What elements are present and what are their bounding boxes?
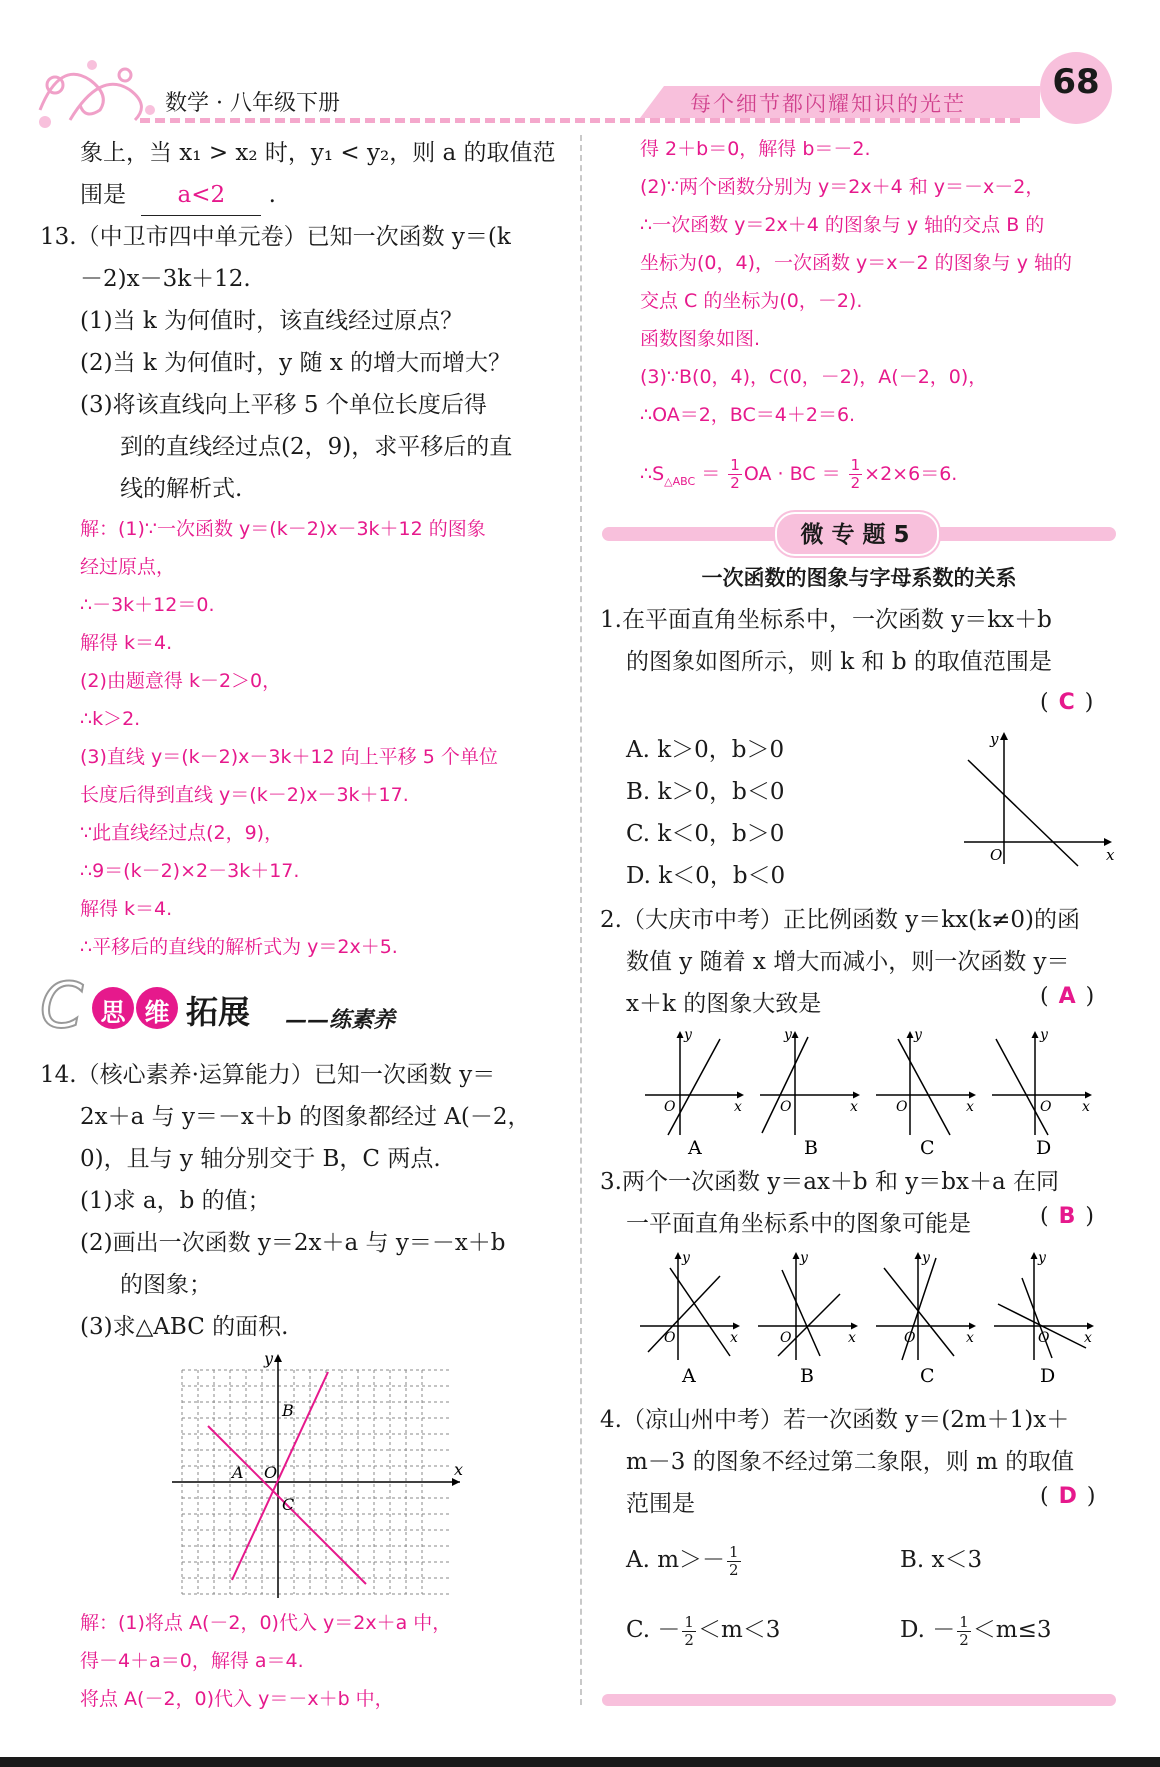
q3-c-y-arrow-icon (915, 1252, 922, 1259)
q12-tail-prefix: 围是 (80, 182, 126, 208)
q2-d-y-arrow-icon (1032, 1031, 1039, 1038)
q14-sol-line: ∴OA＝2，BC＝4＋2＝6. (640, 404, 856, 426)
q3-c-label-y: y (922, 1250, 930, 1266)
q4-option-a (626, 1540, 743, 1580)
q2-d-label-x: x (1082, 1099, 1090, 1115)
q14-sol-line: 将点 A(－2，0)代入 y＝－x＋b 中， (80, 1688, 394, 1710)
q14-part-2a: (2)画出一次函数 y＝2x＋a 与 y＝－x＋b (80, 1230, 506, 1256)
q3-graph-b (758, 1252, 858, 1360)
q2-c-y-arrow-icon (907, 1031, 914, 1038)
q2-c-label-x: x (966, 1099, 974, 1115)
q13-sol-line: ∴平移后的直线的解析式为 y＝2x＋5. (80, 936, 398, 958)
q13-part-2: (2)当 k 为何值时，y 随 x 的增大而增大？ (80, 350, 512, 376)
q3-a-y-arrow-icon (675, 1252, 682, 1259)
q2-c-label-o: O (896, 1099, 908, 1115)
frac-den: 2 (850, 474, 861, 492)
q3-c-label-o: O (904, 1330, 916, 1346)
page-number: 68 (1052, 62, 1100, 102)
page-bottom-edge (0, 1757, 1160, 1767)
q3-answer: ( B ) (1040, 1204, 1094, 1229)
slogan-text: 每个细节都闪耀知识的光芒 (690, 92, 966, 116)
q2-a-label-o: O (664, 1099, 676, 1115)
q2-a-y-arrow-icon (677, 1031, 684, 1038)
q2-b-x-arrow-icon (853, 1092, 860, 1099)
q14-sol-line: ∴一次函数 y＝2x＋4 的图象与 y 轴的交点 B 的 (640, 214, 1045, 236)
area-sub: △ABC (664, 474, 696, 488)
q2-graph-a (645, 1031, 744, 1135)
q1-option-c: C. k＜0，b＞0 (626, 821, 785, 847)
fraction-one-half (728, 457, 742, 492)
q14-stem-3: 0)，且与 y 轴分别交于 B，C 两点. (80, 1146, 441, 1172)
q4-opt-c-pre: C. － (626, 1617, 681, 1643)
frac-num: 1 (730, 456, 740, 474)
q2-d-label-y: y (1040, 1027, 1048, 1043)
q3-stem-2: 一平面直角坐标系中的图象可能是 (626, 1211, 971, 1237)
frac-den: 2 (959, 1630, 969, 1649)
q4-stem-2: m－3 的图象不经过第二象限，则 m 的取值 (626, 1449, 1075, 1475)
q3-caption-a: A (682, 1365, 696, 1387)
q2-d-line (996, 1039, 1048, 1135)
q1-option-a: A. k＞0，b＞0 (626, 737, 785, 763)
q4-opt-c-post: ＜m＜3 (697, 1617, 781, 1643)
q14-grid-figure (170, 1350, 470, 1600)
q2-b-y-arrow-icon (792, 1031, 799, 1038)
frac-num: 1 (729, 1542, 739, 1561)
q14-stem-1: 14.（核心素养·运算能力）已知一次函数 y＝ (40, 1062, 496, 1088)
footer-bar (602, 1694, 1116, 1706)
q2-stem-2: 数值 y 随着 x 增大而减小，则一次函数 y＝ (626, 949, 1070, 975)
q1-stem-1: 1.在平面直角坐标系中，一次函数 y＝kx＋b (600, 607, 1052, 633)
q2-answer: ( A ) (1040, 984, 1095, 1009)
q3-a-label-y: y (682, 1250, 690, 1266)
q1-label-o: O (990, 846, 1003, 864)
q1-answer: ( C ) (1040, 690, 1094, 715)
q3-b-label-o: O (780, 1330, 792, 1346)
q13-sol-line: 解得 k＝4. (80, 632, 173, 654)
q4-opt-d-post: ＜m≤3 (972, 1617, 1052, 1643)
q3-answer-letter: B (1058, 1204, 1076, 1229)
q4-opt-a-frac (727, 1544, 741, 1579)
fraction-one-half (849, 457, 863, 492)
q13-sol-line: ∵此直线经过点(2，9)， (80, 822, 284, 844)
q14-sol-line: 交点 C 的坐标为(0，－2). (640, 290, 863, 312)
area-formula-line (640, 452, 957, 504)
q13-sol-line: 长度后得到直线 y＝(k－2)x－3k＋17. (80, 784, 409, 806)
q3-b-line-2 (778, 1294, 840, 1356)
column-divider (580, 135, 582, 1705)
q14-label-y: y (264, 1350, 274, 1368)
q1-stem-2: 的图象如图所示，则 k 和 b 的取值范围是 (626, 649, 1052, 675)
q2-b-label-o: O (780, 1099, 792, 1115)
section-title: 拓展 (186, 993, 251, 1031)
q13-sol-line: ∴k＞2. (80, 708, 141, 730)
q13-part-3c: 线的解析式. (120, 476, 243, 502)
q14-sol-line: 得－4＋a＝0，解得 a＝4. (80, 1650, 304, 1672)
header (0, 0, 1160, 130)
q3-c-label-x: x (966, 1330, 974, 1346)
q13-part-1: (1)当 k 为何值时，该直线经过原点？ (80, 308, 464, 334)
q2-caption-d: D (1036, 1137, 1052, 1159)
section-char-1: 思 (100, 998, 126, 1027)
q4-opt-a-pre: A. m＞－ (626, 1547, 726, 1573)
q14-label-a: A (232, 1463, 244, 1482)
q3-d-label-o: O (1038, 1330, 1050, 1346)
q3-graphs (636, 1248, 1110, 1388)
q1-option-b: B. k＞0，b＜0 (626, 779, 785, 805)
q3-a-label-x: x (730, 1330, 738, 1346)
q13-part-3a: (3)将该直线向上平移 5 个单位长度后得 (80, 392, 487, 418)
q13-stem-2: －2)x－3k＋12. (80, 266, 251, 292)
q2-c-label-y: y (914, 1027, 922, 1043)
q1-graph (960, 728, 1120, 868)
section-heading (40, 969, 460, 1045)
q14-label-x: x (454, 1460, 464, 1479)
q2-graph-b (760, 1031, 860, 1135)
q4-opt-d-frac (957, 1614, 971, 1649)
q2-d-x-arrow-icon (1085, 1092, 1092, 1099)
q2-a-label-y: y (684, 1027, 692, 1043)
q2-d-label-o: O (1040, 1099, 1052, 1115)
q4-opt-d-pre: D. － (900, 1617, 956, 1643)
q2-graph-c (876, 1031, 976, 1135)
q14-part-3: (3)求△ABC 的面积. (80, 1314, 289, 1340)
q2-stem-3: x＋k 的图象大致是 (626, 991, 822, 1017)
topic-banner-text: 微 专 题 5 (800, 522, 910, 548)
frac-den: 2 (729, 1560, 739, 1579)
q14-sol-line: 函数图象如图. (640, 328, 761, 350)
q14-sol-line: (3)∵B(0，4)，C(0，－2)，A(－2，0)， (640, 366, 988, 388)
q2-b-label-x: x (850, 1099, 858, 1115)
q1-option-d: D. k＜0，b＜0 (626, 863, 786, 889)
q3-b-label-x: x (848, 1330, 856, 1346)
section-subtitle: ——练素养 (285, 1007, 396, 1033)
q3-stem-1: 3.两个一次函数 y＝ax＋b 和 y＝bx＋a 在同 (600, 1169, 1059, 1195)
q2-c-line (898, 1039, 950, 1135)
area-mid: OA · BC ＝ (743, 463, 847, 485)
frac-num: 1 (850, 456, 861, 474)
q3-c-line-1 (884, 1268, 954, 1356)
q4-option-b: B. x＜3 (900, 1547, 983, 1573)
q3-a-line-2 (670, 1268, 730, 1356)
q14-stem-2: 2x＋a 与 y＝－x＋b 的图象都经过 A(－2， (80, 1104, 531, 1130)
q14-solution-start (80, 1604, 451, 1718)
q3-b-y-arrow-icon (793, 1252, 800, 1259)
q12-tail-line2 (80, 175, 276, 216)
q4-answer: ( D ) (1040, 1484, 1096, 1509)
q12-answer-blank: a<2 (141, 175, 261, 216)
q2-graph-d (992, 1031, 1092, 1135)
q4-stem-3: 范围是 (626, 1491, 695, 1517)
q14-sol-line: 得 2＋b＝0，解得 b＝－2. (640, 138, 871, 160)
q14-label-o: O (264, 1463, 278, 1482)
frac-den: 2 (730, 474, 740, 492)
q3-d-label-y: y (1038, 1250, 1046, 1266)
q2-a-label-x: x (734, 1099, 742, 1115)
q1-label-y: y (990, 730, 999, 748)
q1-y-arrow-icon (1000, 732, 1008, 740)
q14-label-c: C (282, 1495, 295, 1514)
q4-stem-1: 4.（凉山州中考）若一次函数 y＝(2m＋1)x＋ (600, 1407, 1070, 1433)
q3-d-label-x: x (1084, 1330, 1092, 1346)
frac-den: 2 (684, 1630, 694, 1649)
q13-sol-line: 解：(1)∵一次函数 y＝(k－2)x－3k＋12 的图象 (80, 518, 486, 540)
q13-sol-line: (3)直线 y＝(k－2)x－3k＋12 向上平移 5 个单位 (80, 746, 498, 768)
q2-caption-a: A (688, 1137, 702, 1159)
frac-num: 1 (684, 1612, 694, 1631)
q13-sol-line: 解得 k＝4. (80, 898, 173, 920)
y-axis-arrow-icon (274, 1354, 282, 1362)
q14-sol-line: 坐标为(0，4)，一次函数 y＝x－2 的图象与 y 轴的 (640, 252, 1072, 274)
q14-sol-line: (2)∵两个函数分别为 y＝2x＋4 和 y＝－x－2， (640, 176, 1045, 198)
q14-part-1: (1)求 a，b 的值； (80, 1188, 271, 1214)
q14-label-b: B (282, 1401, 294, 1420)
q3-b-label-y: y (800, 1250, 808, 1266)
q1-x-arrow-icon (1104, 838, 1112, 846)
q3-graph-c (876, 1252, 976, 1360)
topic-title: 一次函数的图象与字母系数的关系 (701, 566, 1017, 590)
q2-c-x-arrow-icon (969, 1092, 976, 1099)
q1-label-x: x (1106, 846, 1115, 864)
q12-tail-line1: 象上，当 x₁ > x₂ 时，y₁ < y₂，则 a 的取值范 (80, 140, 556, 166)
q2-b-line (762, 1037, 808, 1133)
q3-b-x-arrow-icon (851, 1323, 858, 1330)
line-y-eq-2x-plus-4 (232, 1372, 328, 1580)
q13-solution (80, 510, 498, 966)
q2-answer-letter: A (1058, 984, 1076, 1009)
q3-c-x-arrow-icon (969, 1323, 976, 1330)
q3-caption-d: D (1040, 1365, 1056, 1387)
q12-tail-suffix: . (268, 182, 276, 208)
q4-answer-letter: D (1058, 1484, 1077, 1509)
q13-sol-line: 经过原点， (80, 556, 176, 578)
q2-caption-c: C (920, 1137, 935, 1159)
book-subject: 数学 · 八年级下册 (165, 91, 340, 116)
section-char-2: 维 (144, 998, 170, 1027)
q3-caption-c: C (920, 1365, 935, 1387)
header-dashed-line (140, 118, 1020, 123)
section-letter: C (40, 969, 84, 1042)
q13-stem-1: 13.（中卫市四中单元卷）已知一次函数 y＝(k (40, 224, 511, 250)
q2-graphs (640, 1025, 1110, 1160)
q13-part-3b: 到的直线经过点(2，9)，求平移后的直 (120, 434, 513, 460)
frac-num: 1 (959, 1612, 969, 1631)
q2-a-x-arrow-icon (737, 1092, 744, 1099)
q1-line (968, 760, 1078, 866)
q3-a-x-arrow-icon (733, 1323, 740, 1330)
q3-d-y-arrow-icon (1031, 1252, 1038, 1259)
q4-opt-c-frac (682, 1614, 696, 1649)
q14-sol-line: 解：(1)将点 A(－2，0)代入 y＝2x＋a 中， (80, 1612, 452, 1634)
x-axis-arrow-icon (452, 1478, 460, 1486)
q2-b-label-y: y (784, 1027, 792, 1043)
q3-caption-b: B (800, 1365, 814, 1387)
q13-sol-line: (2)由题意得 k－2＞0， (80, 670, 282, 692)
q14-solution-continued (640, 130, 1072, 434)
area-pre: ∴S (640, 463, 665, 485)
area-tail: ×2×6＝6. (864, 463, 958, 485)
q13-sol-line: ∴9＝(k－2)×2－3k＋17. (80, 860, 300, 882)
q14-part-2b: 的图象； (120, 1272, 212, 1298)
q4-option-d (900, 1610, 1052, 1650)
q2-caption-b: B (804, 1137, 818, 1159)
q3-a-label-o: O (664, 1330, 676, 1346)
q2-stem-1: 2.（大庆市中考）正比例函数 y＝kx(k≠0)的函 (600, 907, 1080, 933)
area-eq: ＝ (695, 463, 727, 485)
q3-d-x-arrow-icon (1087, 1323, 1094, 1330)
q4-option-c (626, 1610, 780, 1650)
q13-sol-line: ∴－3k＋12＝0. (80, 594, 215, 616)
q2-a-line (668, 1039, 720, 1135)
q3-graph-a (640, 1252, 740, 1360)
q1-answer-letter: C (1058, 690, 1075, 715)
